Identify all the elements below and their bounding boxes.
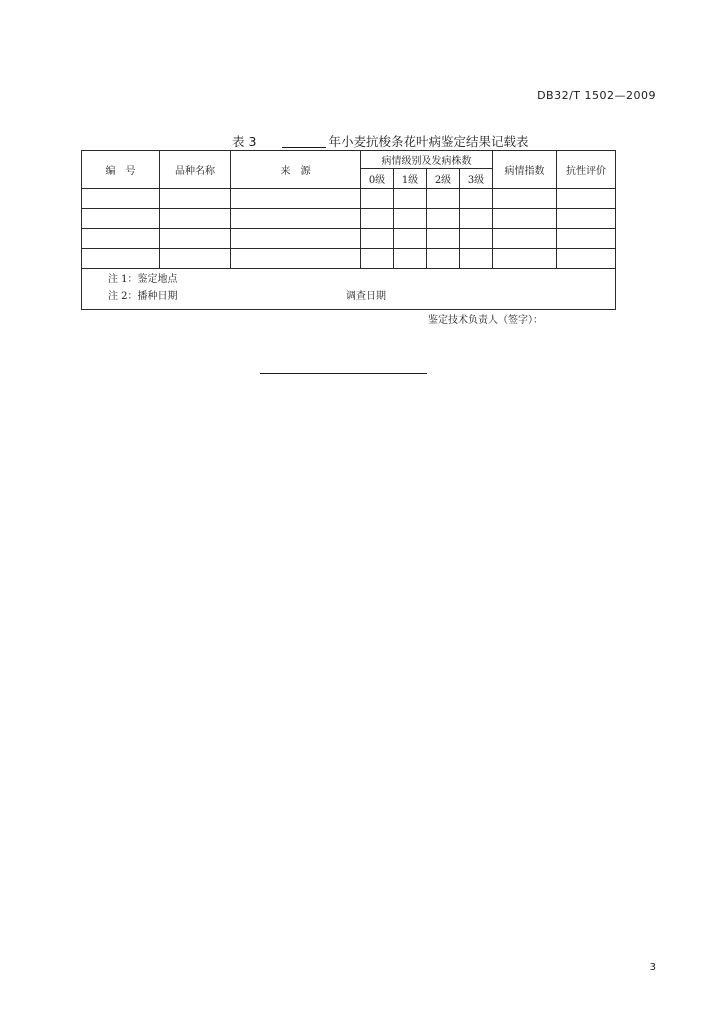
table-cell <box>231 209 361 229</box>
year-blank <box>282 147 326 148</box>
table-row <box>82 229 616 249</box>
end-rule <box>260 373 427 374</box>
table-cell <box>493 249 557 269</box>
table-cell <box>160 229 231 249</box>
record-table <box>81 150 616 310</box>
table-cell <box>427 229 460 249</box>
table-cell <box>82 189 160 209</box>
table-cell <box>493 209 557 229</box>
survey-date-label: 调查日期 <box>346 291 386 302</box>
table-cell <box>394 249 427 269</box>
table-cell <box>394 229 427 249</box>
table-row <box>82 249 616 269</box>
table-cell <box>557 229 616 249</box>
table-cell <box>231 249 361 269</box>
page-number: 3 <box>649 962 656 973</box>
table-row <box>82 189 616 209</box>
note-sowing-date: 注 2：播种日期 <box>108 291 178 302</box>
table-cell <box>160 209 231 229</box>
table-cell <box>361 249 394 269</box>
table-caption-title: 年小麦抗梭条花叶病鉴定结果记载表 <box>328 134 529 149</box>
table-cell <box>82 229 160 249</box>
table-cell <box>231 229 361 249</box>
table-cell <box>160 189 231 209</box>
table-cell <box>160 249 231 269</box>
table-cell <box>361 209 394 229</box>
col-header-id: 编 号 <box>82 151 160 189</box>
table-cell <box>460 189 493 209</box>
col-header-grade-0: 0级 <box>361 169 394 189</box>
table-cell <box>394 189 427 209</box>
table-cell <box>231 189 361 209</box>
table-cell <box>493 189 557 209</box>
table-cell <box>82 249 160 269</box>
col-header-grade-group: 病情级别及发病株数 <box>361 151 493 169</box>
note-sowing-row <box>108 288 615 305</box>
notes-cell <box>82 269 616 310</box>
table-cell <box>427 209 460 229</box>
col-header-grade-2: 2级 <box>427 169 460 189</box>
col-header-variety: 品种名称 <box>160 151 231 189</box>
col-header-resistance: 抗性评价 <box>557 151 616 189</box>
col-header-grade-1: 1级 <box>394 169 427 189</box>
table-caption <box>232 132 528 150</box>
signature-label: 鉴定技术负责人（签字）： <box>428 315 543 326</box>
table-cell <box>361 229 394 249</box>
standard-code: DB32/T 1502—2009 <box>537 89 656 102</box>
table-cell <box>460 229 493 249</box>
table-cell <box>460 209 493 229</box>
note-location: 注 1：鉴定地点 <box>108 274 178 285</box>
col-header-source: 来 源 <box>231 151 361 189</box>
table-cell <box>427 189 460 209</box>
col-header-grade-3: 3级 <box>460 169 493 189</box>
table-cell <box>460 249 493 269</box>
table-row <box>82 209 616 229</box>
table-cell <box>82 209 160 229</box>
col-header-disease-index: 病情指数 <box>493 151 557 189</box>
table-caption-number: 表 3 <box>232 134 257 149</box>
table-cell <box>493 229 557 249</box>
table-cell <box>361 189 394 209</box>
table-cell <box>557 249 616 269</box>
table-cell <box>427 249 460 269</box>
table-cell <box>557 189 616 209</box>
table-cell <box>557 209 616 229</box>
table-cell <box>394 209 427 229</box>
